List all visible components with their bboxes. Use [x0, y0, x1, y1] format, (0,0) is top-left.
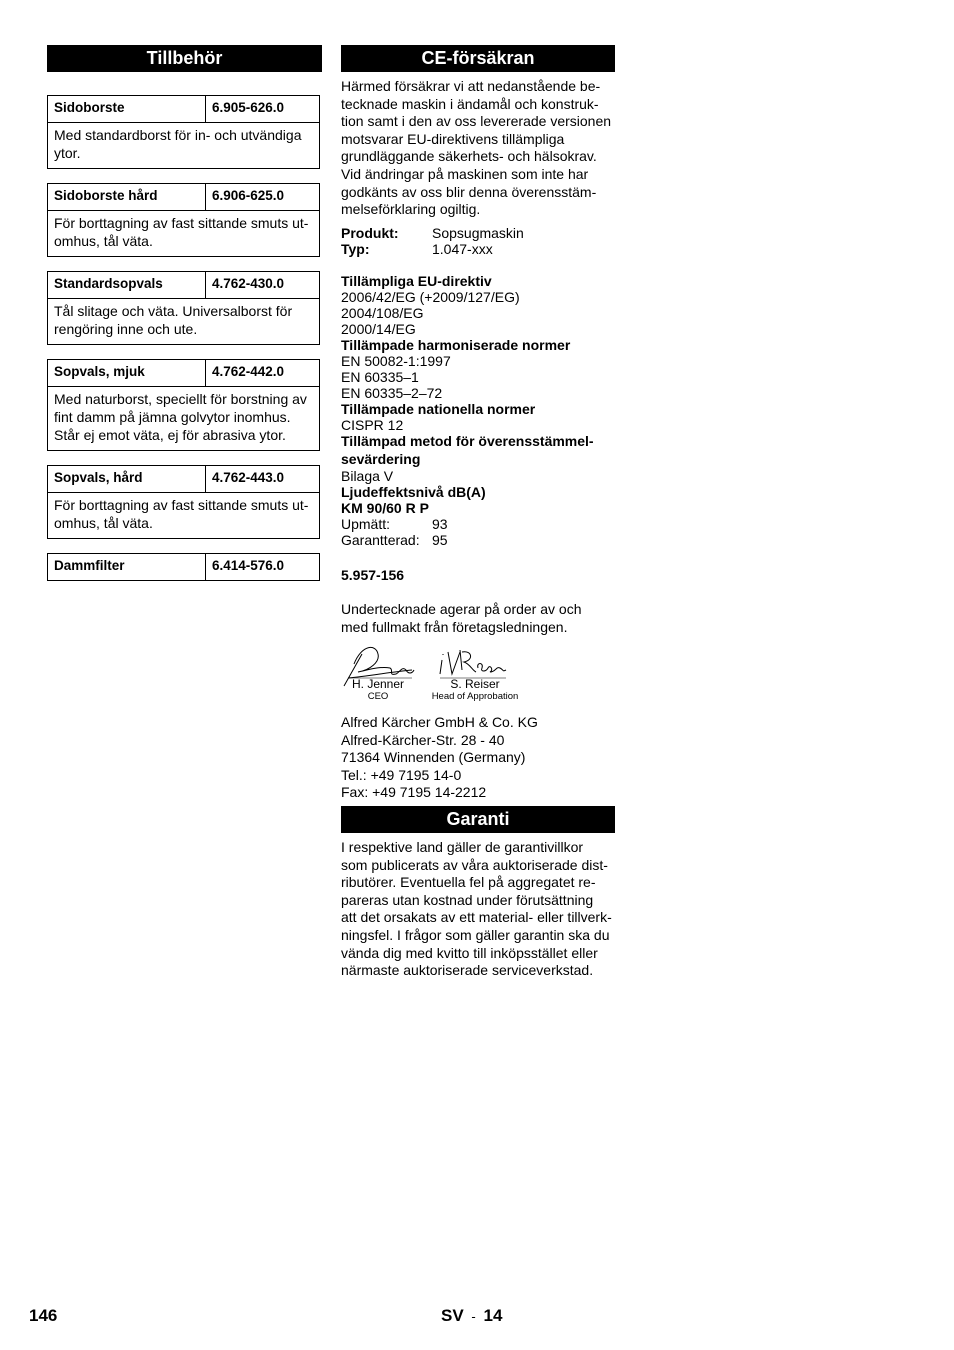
guaranteed-value: 95 [432, 532, 448, 548]
model-name: KM 90/60 R P [341, 500, 429, 516]
signature-reiser [440, 650, 506, 674]
accessory-table [47, 95, 320, 169]
garanti-line: ningsfel. I frågor som gäller garantin ska du [341, 926, 610, 943]
eu-directive: 2006/42/EG (+2009/127/EG) [341, 289, 520, 305]
accessory-description: För borttagning av fast sittande smuts ut-omhus, tål väta. [54, 497, 309, 531]
accessory-number: 6.906-625.0 [212, 188, 285, 203]
address-line: Alfred-Kärcher-Str. 28 - 40 [341, 731, 505, 748]
signed-statement [341, 601, 617, 636]
product-info [341, 225, 617, 257]
garanti-line: vända dig med kvitto till inköpsstället eller [341, 944, 598, 961]
method-label-line1: Tillämpad metod för överensstämmel- [341, 433, 594, 449]
signed-line: med fullmakt från företagsledningen. [341, 618, 568, 635]
intro-line: tion samt i den av oss levererade versionen [341, 113, 612, 130]
signed-line: Undertecknade agerar på order av och [341, 601, 582, 617]
directives-block [341, 273, 617, 548]
accessory-table [47, 553, 320, 581]
accessory-description: För borttagning av fast sittande smuts ut-omhus, tål väta. [54, 215, 309, 249]
document-number: 5.957-156 [341, 567, 405, 583]
intro-line: Vid ändringar på maskinen som inte har [341, 165, 589, 182]
intro-line: melseförklaring ogiltig. [341, 201, 481, 218]
address-line: 71364 Winnenden (Germany) [341, 749, 526, 766]
address-line: Tel.: +49 7195 14-0 [341, 766, 462, 783]
garanti-line: ributörer. Eventuella fel på aggregatet re- [341, 874, 596, 891]
type-label: Typ: [341, 241, 370, 257]
address-line: Alfred Kärcher GmbH & Co. KG [341, 714, 538, 730]
harmonised-norm: EN 60335–1 [341, 369, 419, 385]
accessory-name: Sidoborste hård [48, 184, 206, 210]
ce-intro [341, 78, 617, 219]
intro-line: tecknade maskin i ändamål och konstruk- [341, 95, 599, 112]
garanti-line: I respektive land gäller de garantivillkor [341, 839, 584, 855]
guaranteed-label: Garantterad: [341, 532, 420, 548]
accessory-number: 4.762-443.0 [212, 470, 285, 485]
harmonised-norm: EN 60335–2–72 [341, 385, 443, 401]
signer-role: CEO [367, 691, 389, 702]
page-number: 146 [29, 1306, 58, 1325]
accessory-description: Tål slitage och väta. Universalborst för rengöring inne och ute. [54, 303, 293, 337]
accessory-name: Sopvals, mjuk [48, 360, 206, 386]
signer-name: H. Jenner [351, 677, 405, 691]
accessory-description: Med standardborst för in- och utvändiga ytor. [54, 127, 302, 161]
section-heading-garanti: Garanti [341, 806, 615, 833]
section-heading-ce: CE-försäkran [341, 45, 615, 72]
national-norms-label: Tillämpade nationella normer [341, 401, 536, 417]
product-value: Sopsugmaskin [432, 225, 524, 241]
accessory-number: 6.414-576.0 [212, 558, 285, 573]
accessory-name: Sidoborste [48, 96, 206, 122]
garanti-line: att det orsakats av ett material- eller tillverk- [341, 909, 612, 926]
product-label: Produkt: [341, 225, 399, 241]
method-label-line2: sevärdering [341, 450, 421, 467]
footer-language-page [441, 1306, 502, 1326]
eu-directive-label: Tillämpliga EU-direktiv [341, 273, 492, 289]
eu-directive: 2000/14/EG [341, 321, 416, 337]
accessory-number: 4.762-442.0 [212, 364, 285, 379]
garanti-text [341, 839, 617, 980]
eu-directive: 2004/108/EG [341, 305, 424, 321]
accessory-number: 4.762-430.0 [212, 276, 285, 291]
harmonised-norm: EN 50082-1:1997 [341, 353, 451, 369]
accessory-name: Standardsopvals [48, 272, 206, 298]
accessory-name: Sopvals, hård [48, 466, 206, 492]
company-address [341, 714, 617, 802]
garanti-line: som publicerats av våra auktoriserade dist- [341, 856, 608, 873]
signer-reiser [425, 677, 525, 702]
accessory-table [47, 183, 320, 257]
address-line: Fax: +49 7195 14-2212 [341, 784, 487, 801]
accessory-number: 6.905-626.0 [212, 100, 285, 115]
accessory-table [47, 271, 320, 345]
measured-value: 93 [432, 516, 448, 532]
intro-line: motsvarar EU-direktivens tillämpliga [341, 130, 565, 147]
type-value: 1.047-xxx [432, 241, 493, 257]
section-heading-tillbehor: Tillbehör [47, 45, 322, 72]
garanti-line: närmaste auktoriserade serviceverkstad. [341, 962, 594, 979]
footer-separator: - [471, 1309, 476, 1324]
intro-line: Härmed försäkrar vi att nedanstående be- [341, 78, 601, 94]
accessory-name: Dammfilter [48, 554, 206, 580]
language-code: SV [441, 1306, 464, 1325]
garanti-line: pareras utan kostnad under förutsättning [341, 891, 594, 908]
intro-line: grundläggande säkerhets- och hälsokrav. [341, 148, 597, 165]
accessory-table [47, 465, 320, 539]
signer-name: S. Reiser [450, 677, 500, 691]
method-value: Bilaga V [341, 468, 394, 484]
measured-label: Upmätt: [341, 516, 391, 532]
intro-line: godkänts av oss blir denna överensstäm- [341, 183, 597, 200]
national-norm: CISPR 12 [341, 417, 404, 433]
harmonised-norms-label: Tillämpade harmoniserade normer [341, 337, 571, 353]
language-page-number: 14 [483, 1306, 503, 1325]
signer-role: Head of Approbation [431, 691, 519, 702]
sound-level-label: Ljudeffektsnivå dB(A) [341, 484, 486, 500]
accessory-description: Med naturborst, speciellt för borstning av fint damm på jämna golvytor inomhus. Står ej emot väta, ej för abrasiva ytor. [54, 391, 307, 443]
signer-jenner [343, 677, 413, 702]
accessory-table [47, 359, 320, 451]
